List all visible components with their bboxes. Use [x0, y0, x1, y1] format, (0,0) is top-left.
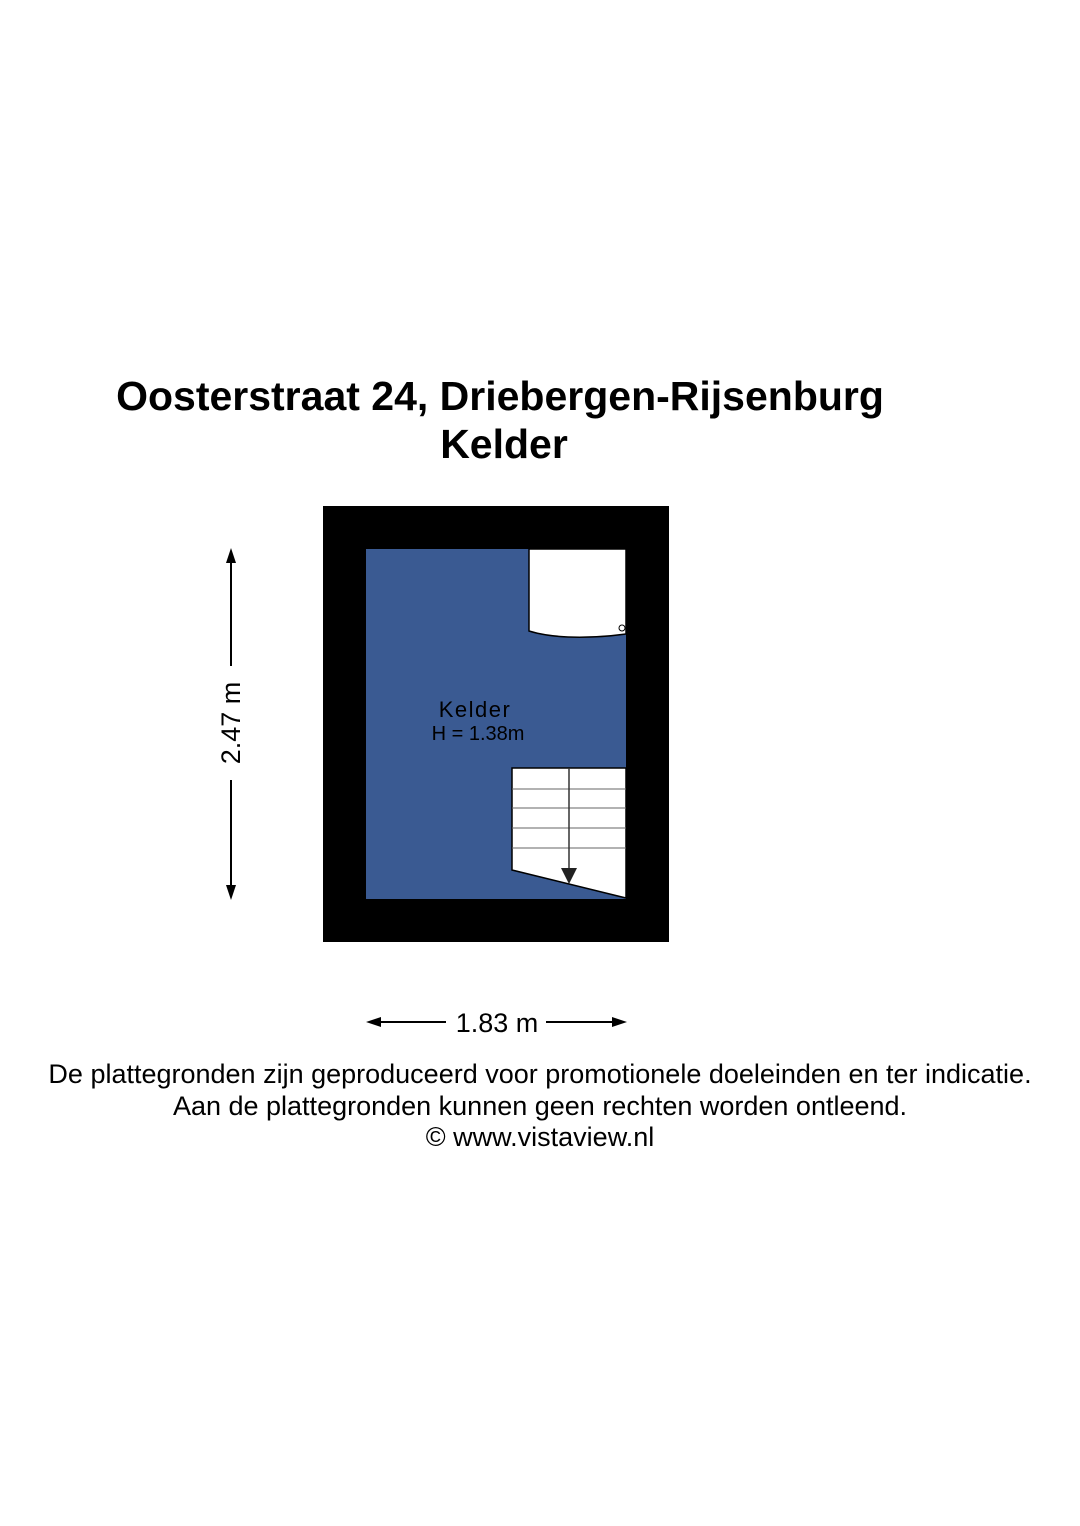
closet: [529, 549, 626, 637]
disclaimer-line-2: Aan de plattegronden kunnen geen rechten worden ontleend.: [172, 1091, 908, 1121]
room-label: Kelder: [438, 697, 512, 722]
plan-floor-title: Kelder: [440, 421, 568, 467]
copyright-line: © www.vistaview.nl: [425, 1122, 655, 1152]
plan-address-title: Oosterstraat 24, Driebergen-Rijsenburg: [116, 373, 884, 419]
dimension-arrow-left-icon: [366, 1017, 381, 1027]
dimension-arrow-down-icon: [226, 885, 236, 900]
dimension-arrow-right-icon: [612, 1017, 627, 1027]
room-height-label: H = 1.38m: [431, 723, 525, 745]
height-dimension-label: 2.47 m: [216, 681, 246, 765]
disclaimer-line-1: De plattegronden zijn geproduceerd voor promotionele doeleinden en ter indicatie.: [48, 1059, 1032, 1089]
dimension-arrow-up-icon: [226, 548, 236, 563]
width-dimension-label: 1.83 m: [455, 1008, 539, 1038]
